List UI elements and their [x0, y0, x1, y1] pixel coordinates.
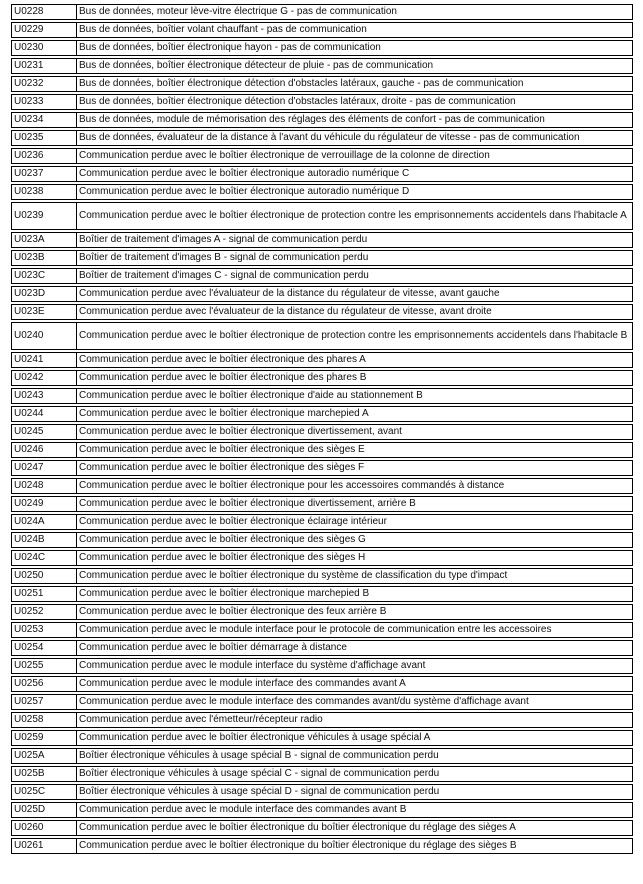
dtc-description-cell: Communication perdue avec le module interface pour le protocole de communication entre les accessoires	[76, 622, 633, 638]
table-row	[11, 58, 633, 74]
dtc-code-cell: U0233	[11, 94, 76, 110]
table-row	[11, 268, 633, 284]
dtc-code-cell: U023C	[11, 268, 76, 284]
dtc-description-cell: Communication perdue avec le boîtier électronique d'aide au stationnement B	[76, 388, 633, 404]
table-row	[11, 166, 633, 182]
table-row	[11, 730, 633, 746]
dtc-description-cell: Communication perdue avec le boîtier électronique véhicules à usage spécial A	[76, 730, 633, 746]
dtc-code-cell: U023E	[11, 304, 76, 320]
dtc-code-cell: U0240	[11, 322, 76, 350]
table-row	[11, 424, 633, 440]
dtc-description-cell: Bus de données, boîtier volant chauffant - pas de communication	[76, 22, 633, 38]
dtc-description-cell: Bus de données, boîtier électronique détecteur de pluie - pas de communication	[76, 58, 633, 74]
dtc-description-cell: Bus de données, boîtier électronique hayon - pas de communication	[76, 40, 633, 56]
dtc-description-cell: Communication perdue avec le boîtier démarrage à distance	[76, 640, 633, 656]
dtc-code-cell: U0250	[11, 568, 76, 584]
dtc-code-cell: U024B	[11, 532, 76, 548]
table-row	[11, 76, 633, 92]
table-row	[11, 514, 633, 530]
dtc-description-cell: Boîtier électronique véhicules à usage spécial C - signal de communication perdu	[76, 766, 633, 782]
dtc-description-cell: Bus de données, boîtier électronique détection d'obstacles latéraux, droite - pas de communication	[76, 94, 633, 110]
dtc-description-cell: Communication perdue avec le boîtier électronique divertissement, avant	[76, 424, 633, 440]
table-row	[11, 442, 633, 458]
table-row	[11, 676, 633, 692]
dtc-description-cell: Communication perdue avec le boîtier électronique autoradio numérique C	[76, 166, 633, 182]
dtc-description-cell: Communication perdue avec le boîtier électronique divertissement, arrière B	[76, 496, 633, 512]
dtc-description-cell: Boîtier électronique véhicules à usage spécial D - signal de communication perdu	[76, 784, 633, 800]
dtc-code-cell: U0241	[11, 352, 76, 368]
table-row	[11, 802, 633, 818]
dtc-description-cell: Communication perdue avec le boîtier électronique des sièges H	[76, 550, 633, 566]
table-row	[11, 388, 633, 404]
dtc-code-cell: U0244	[11, 406, 76, 422]
table-row	[11, 604, 633, 620]
table-row	[11, 820, 633, 836]
dtc-code-cell: U0234	[11, 112, 76, 128]
dtc-code-cell: U0251	[11, 586, 76, 602]
dtc-code-cell: U023D	[11, 286, 76, 302]
table-row	[11, 370, 633, 386]
dtc-description-cell: Communication perdue avec le module interface des commandes avant A	[76, 676, 633, 692]
dtc-code-cell: U0237	[11, 166, 76, 182]
dtc-description-cell: Communication perdue avec le boîtier électronique du boîtier électronique du réglage des sièges B	[76, 838, 633, 854]
dtc-description-cell: Communication perdue avec le boîtier électronique du système de classification du type d'impact	[76, 568, 633, 584]
dtc-code-cell: U0248	[11, 478, 76, 494]
dtc-description-cell: Communication perdue avec le boîtier électronique éclairage intérieur	[76, 514, 633, 530]
dtc-description-cell: Communication perdue avec le boîtier électronique de verrouillage de la colonne de direction	[76, 148, 633, 164]
dtc-code-cell: U0259	[11, 730, 76, 746]
table-row	[11, 406, 633, 422]
dtc-code-cell: U0236	[11, 148, 76, 164]
table-row	[11, 286, 633, 302]
table-row	[11, 838, 633, 854]
table-row	[11, 784, 633, 800]
table-row	[11, 712, 633, 728]
dtc-code-cell: U0257	[11, 694, 76, 710]
dtc-code-cell: U0232	[11, 76, 76, 92]
dtc-description-cell: Communication perdue avec le boîtier électronique de protection contre les emprisonnements accidentels dans l'habitacle A	[76, 202, 633, 230]
table-row	[11, 748, 633, 764]
dtc-code-cell: U0253	[11, 622, 76, 638]
dtc-description-cell: Bus de données, évaluateur de la distance à l'avant du véhicule du régulateur de vitesse - pas de communication	[76, 130, 633, 146]
dtc-code-cell: U0254	[11, 640, 76, 656]
dtc-description-cell: Boîtier de traitement d'images C - signal de communication perdu	[76, 268, 633, 284]
dtc-code-cell: U0242	[11, 370, 76, 386]
dtc-code-cell: U0228	[11, 4, 76, 20]
dtc-description-cell: Communication perdue avec le boîtier électronique des sièges F	[76, 460, 633, 476]
dtc-code-cell: U024C	[11, 550, 76, 566]
table-row	[11, 202, 633, 230]
dtc-code-cell: U0230	[11, 40, 76, 56]
dtc-description-cell: Bus de données, moteur lève-vitre électrique G - pas de communication	[76, 4, 633, 20]
table-row	[11, 4, 633, 20]
dtc-description-cell: Communication perdue avec le boîtier électronique marchepied A	[76, 406, 633, 422]
dtc-code-cell: U0247	[11, 460, 76, 476]
dtc-code-cell: U0245	[11, 424, 76, 440]
dtc-code-table-body	[11, 4, 633, 854]
dtc-code-cell: U023A	[11, 232, 76, 248]
dtc-description-cell: Communication perdue avec le boîtier électronique des sièges G	[76, 532, 633, 548]
table-row	[11, 250, 633, 266]
table-row	[11, 568, 633, 584]
table-row	[11, 130, 633, 146]
dtc-description-cell: Communication perdue avec l'évaluateur de la distance du régulateur de vitesse, avant gauche	[76, 286, 633, 302]
dtc-code-table	[11, 2, 633, 856]
dtc-description-cell: Communication perdue avec le boîtier électronique pour les accessoires commandés à distance	[76, 478, 633, 494]
dtc-description-cell: Communication perdue avec l'émetteur/récepteur radio	[76, 712, 633, 728]
dtc-description-cell: Communication perdue avec le boîtier électronique des feux arrière B	[76, 604, 633, 620]
table-row	[11, 586, 633, 602]
table-row	[11, 550, 633, 566]
dtc-code-cell: U0243	[11, 388, 76, 404]
dtc-code-cell: U025A	[11, 748, 76, 764]
dtc-code-cell: U0239	[11, 202, 76, 230]
dtc-description-cell: Boîtier de traitement d'images A - signal de communication perdu	[76, 232, 633, 248]
dtc-code-cell: U0252	[11, 604, 76, 620]
table-row	[11, 532, 633, 548]
dtc-description-cell: Communication perdue avec le boîtier électronique des sièges E	[76, 442, 633, 458]
dtc-code-cell: U023B	[11, 250, 76, 266]
dtc-code-cell: U025C	[11, 784, 76, 800]
dtc-code-cell: U024A	[11, 514, 76, 530]
dtc-description-cell: Communication perdue avec le boîtier électronique du boîtier électronique du réglage des sièges A	[76, 820, 633, 836]
dtc-code-cell: U025B	[11, 766, 76, 782]
dtc-description-cell: Communication perdue avec le boîtier électronique des phares B	[76, 370, 633, 386]
dtc-description-cell: Communication perdue avec le boîtier électronique marchepied B	[76, 586, 633, 602]
dtc-description-cell: Communication perdue avec le module interface des commandes avant B	[76, 802, 633, 818]
dtc-code-cell: U0260	[11, 820, 76, 836]
table-row	[11, 352, 633, 368]
dtc-description-cell: Bus de données, boîtier électronique détection d'obstacles latéraux, gauche - pas de communication	[76, 76, 633, 92]
table-row	[11, 496, 633, 512]
dtc-code-cell: U0231	[11, 58, 76, 74]
table-row	[11, 622, 633, 638]
dtc-description-cell: Communication perdue avec le boîtier électronique de protection contre les emprisonnements accidentels dans l'habitacle B	[76, 322, 633, 350]
dtc-description-cell: Boîtier de traitement d'images B - signal de communication perdu	[76, 250, 633, 266]
table-row	[11, 658, 633, 674]
table-row	[11, 232, 633, 248]
dtc-code-cell: U0238	[11, 184, 76, 200]
dtc-description-cell: Boîtier électronique véhicules à usage spécial B - signal de communication perdu	[76, 748, 633, 764]
table-row	[11, 766, 633, 782]
dtc-code-cell: U0235	[11, 130, 76, 146]
dtc-description-cell: Communication perdue avec le boîtier électronique des phares A	[76, 352, 633, 368]
dtc-code-cell: U025D	[11, 802, 76, 818]
dtc-code-cell: U0255	[11, 658, 76, 674]
table-row	[11, 40, 633, 56]
table-row	[11, 148, 633, 164]
table-row	[11, 304, 633, 320]
dtc-description-cell: Communication perdue avec l'évaluateur de la distance du régulateur de vitesse, avant droite	[76, 304, 633, 320]
table-row	[11, 478, 633, 494]
dtc-description-cell: Communication perdue avec le module interface des commandes avant/du système d'affichage avant	[76, 694, 633, 710]
table-row	[11, 22, 633, 38]
table-row	[11, 694, 633, 710]
dtc-code-table-container	[11, 2, 633, 856]
dtc-description-cell: Communication perdue avec le boîtier électronique autoradio numérique D	[76, 184, 633, 200]
table-row	[11, 184, 633, 200]
table-row	[11, 460, 633, 476]
dtc-code-cell: U0249	[11, 496, 76, 512]
dtc-description-cell: Communication perdue avec le module interface du système d'affichage avant	[76, 658, 633, 674]
dtc-code-cell: U0246	[11, 442, 76, 458]
table-row	[11, 322, 633, 350]
table-row	[11, 640, 633, 656]
dtc-code-cell: U0229	[11, 22, 76, 38]
dtc-code-cell: U0261	[11, 838, 76, 854]
dtc-code-cell: U0258	[11, 712, 76, 728]
table-row	[11, 112, 633, 128]
dtc-code-cell: U0256	[11, 676, 76, 692]
table-row	[11, 94, 633, 110]
dtc-description-cell: Bus de données, module de mémorisation des réglages des éléments de confort - pas de communication	[76, 112, 633, 128]
